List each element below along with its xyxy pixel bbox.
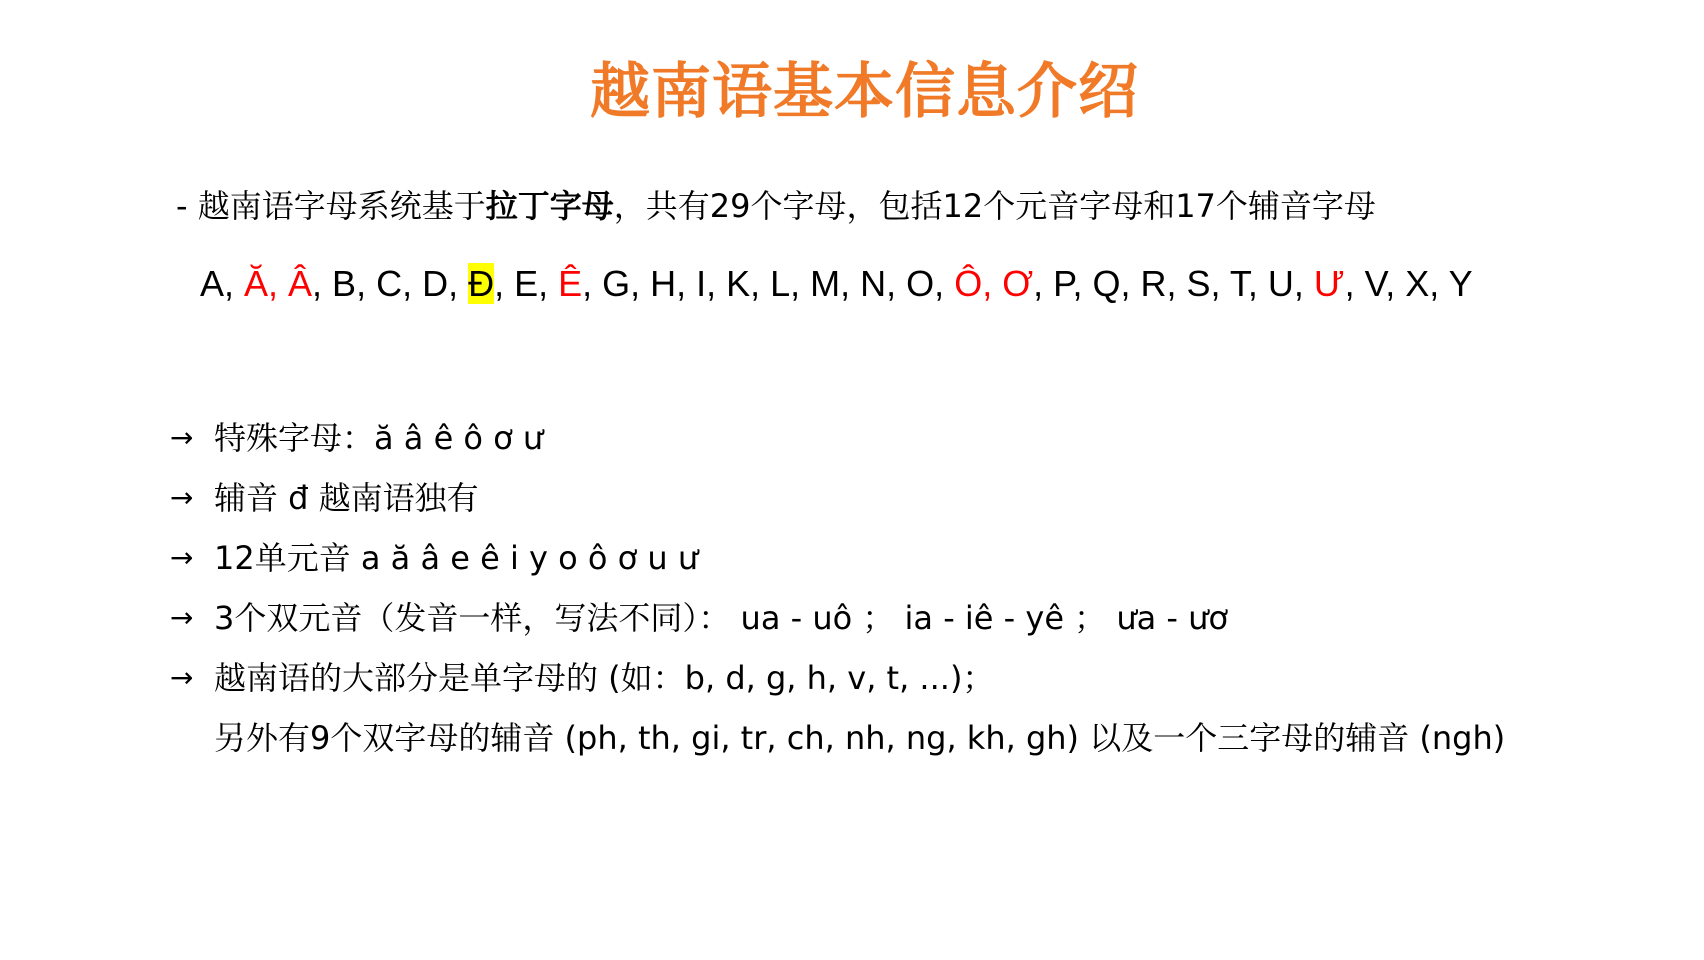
arrow-icon: → — [170, 421, 194, 454]
bullet-text: 特殊字母：ă â ê ô ơ ư — [214, 419, 544, 457]
alphabet-letters: A, — [200, 263, 245, 304]
alphabet-special-letters: Ô, Ơ — [954, 263, 1034, 304]
arrow-icon: → — [170, 541, 194, 574]
arrow-icon: → — [170, 601, 194, 634]
alphabet-special-letters: Ư — [1313, 263, 1345, 304]
intro-prefix: - 越南语字母系统基于 — [176, 187, 486, 225]
bullet-item — [170, 468, 1670, 528]
alphabet-special-letters: Ă, Â — [244, 263, 313, 304]
alphabet-letters: , E, — [494, 263, 559, 304]
alphabet-highlighted-letter: Đ — [468, 263, 495, 304]
bullet-text: 3个双元音（发音一样，写法不同）： ua - uô ； ia - iê - yê ； ưa - ươ — [214, 599, 1228, 637]
bullet-text: 辅音 đ 越南语独有 — [214, 479, 479, 517]
alphabet-letters: , V, X, Y — [1344, 263, 1473, 304]
bullet-item — [170, 648, 1670, 708]
slide-title: 越南语基本信息介绍 — [590, 57, 1139, 127]
bullet-item — [170, 708, 1670, 768]
bullet-text: 另外有9个双字母的辅音 (ph, th, gi, tr, ch, nh, ng, kh, gh) 以及一个三字母的辅音 (ngh) — [214, 719, 1506, 757]
alphabet-letters: , B, C, D, — [312, 263, 469, 304]
alphabet-letters: , G, H, I, K, L, M, N, O, — [582, 263, 955, 304]
bullet-item — [170, 528, 1670, 588]
alphabet-line — [200, 258, 1473, 310]
bullet-text: 12单元音 a ă â e ê i y o ô ơ u ư — [214, 539, 699, 577]
arrow-icon: → — [170, 481, 194, 514]
arrow-icon: → — [170, 661, 194, 694]
bullet-list — [170, 408, 1670, 768]
bullet-text: 越南语的大部分是单字母的 (如：b, d, g, h, v, t, ...)； — [214, 659, 995, 697]
intro-line — [176, 184, 1376, 228]
alphabet-letters: , P, Q, R, S, T, U, — [1033, 263, 1314, 304]
intro-suffix: ，共有29个字母，包括12个元音字母和17个辅音字母 — [613, 187, 1376, 225]
bullet-item — [170, 588, 1670, 648]
bullet-item — [170, 408, 1670, 468]
alphabet-special-letters: Ê — [558, 263, 583, 304]
intro-bold-term: 拉丁字母 — [485, 187, 614, 225]
